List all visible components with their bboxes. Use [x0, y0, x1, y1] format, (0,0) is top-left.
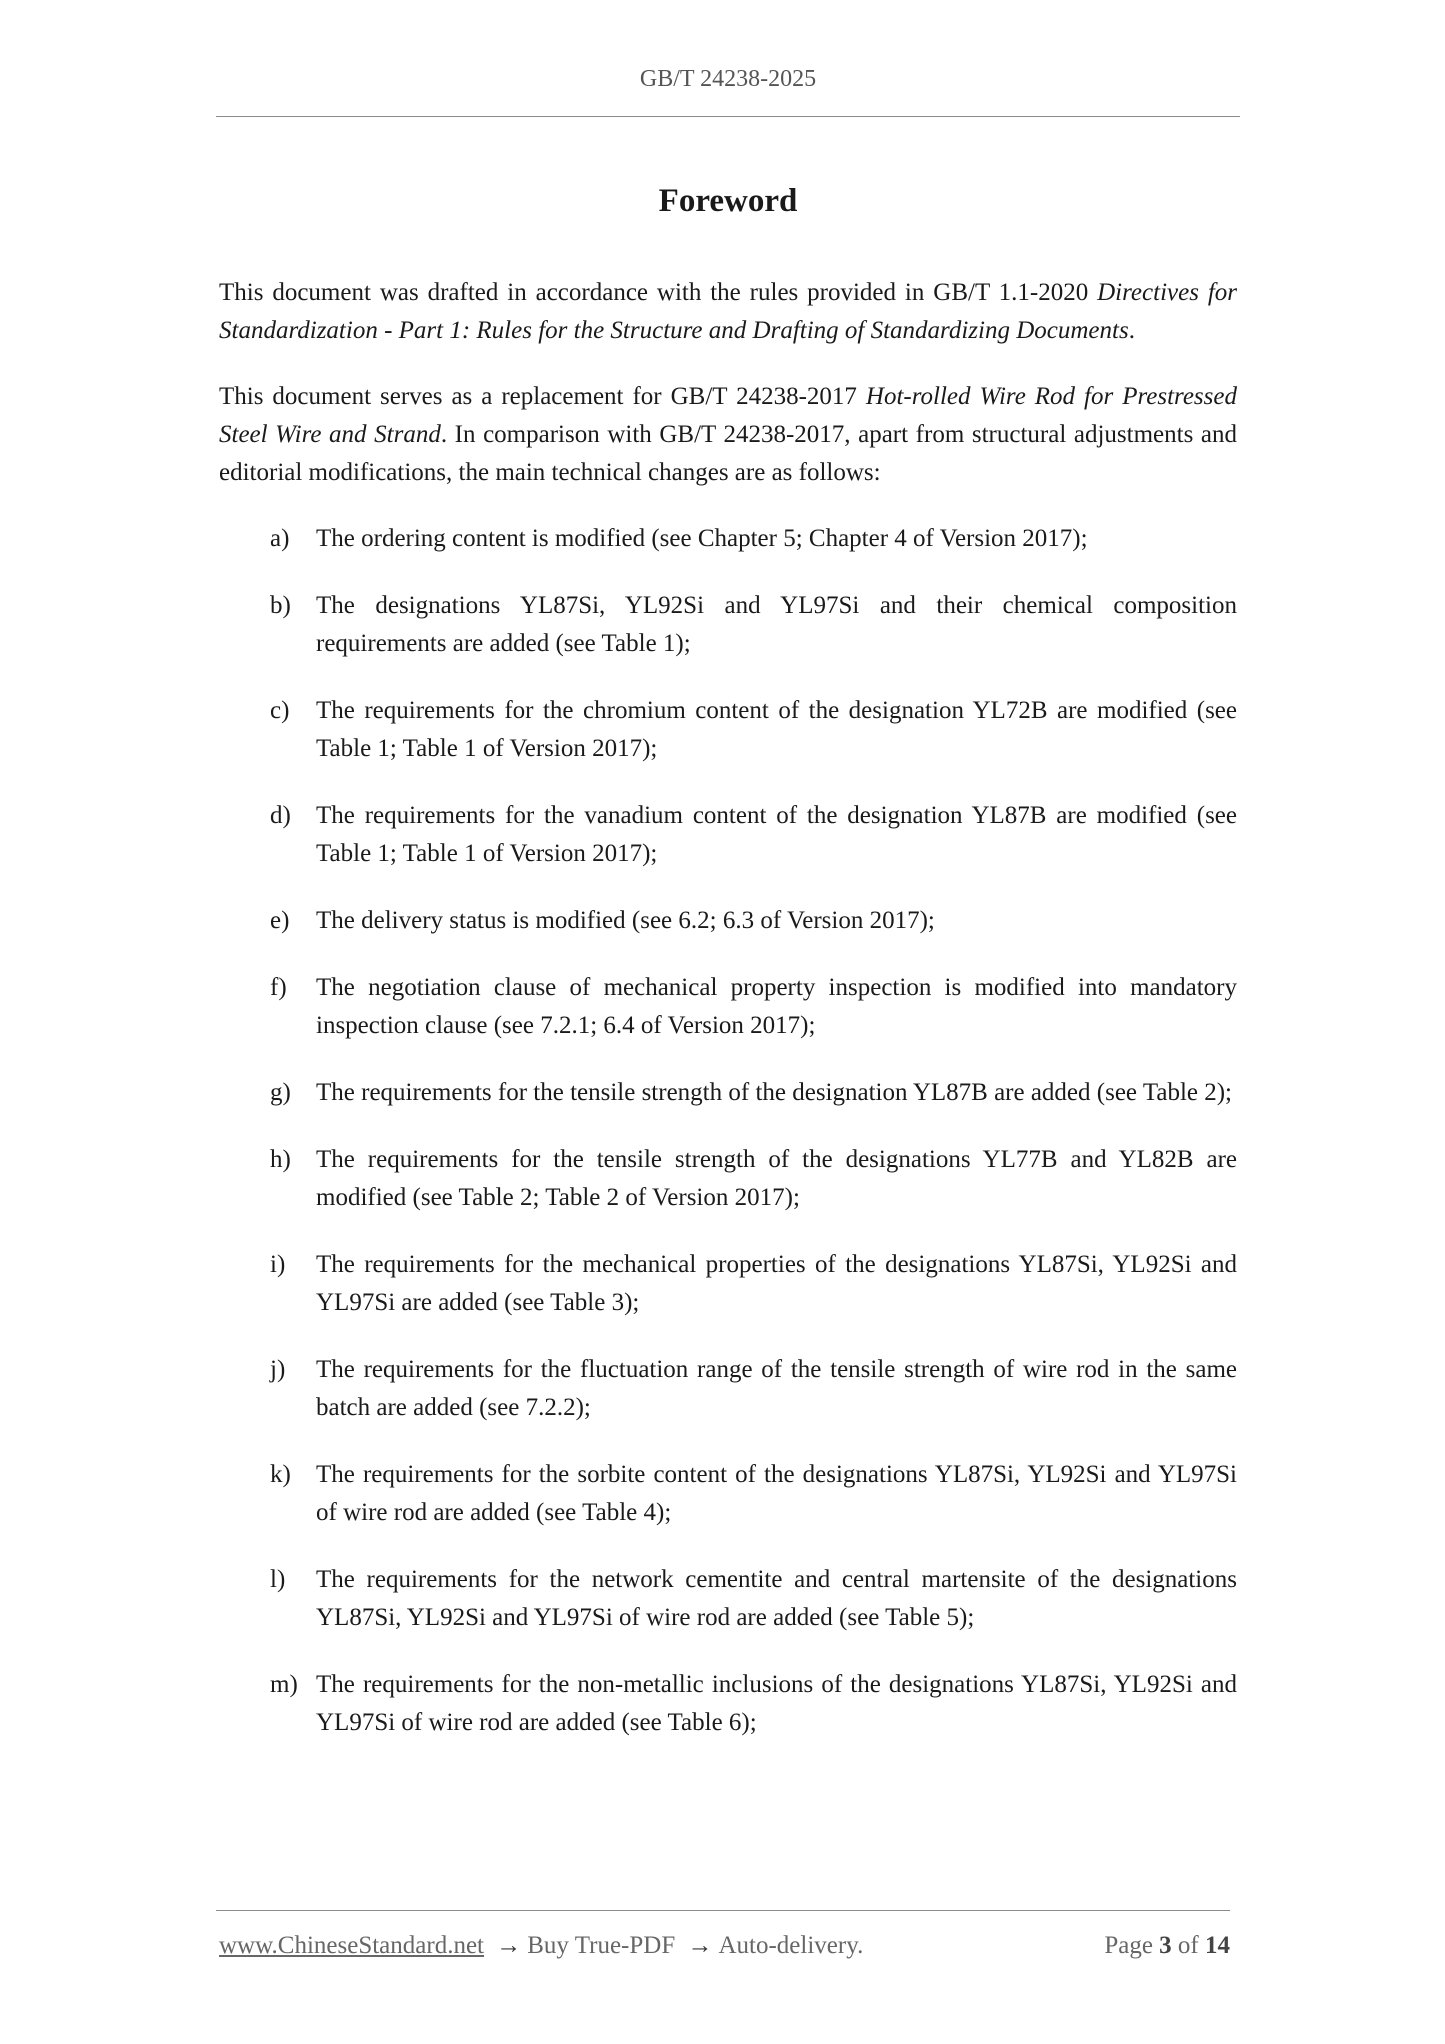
list-item-marker: d) — [270, 802, 291, 829]
list-item-text: The designations YL87Si, YL92Si and YL97Si and their chemical composition requirements are added (see Table 1); — [316, 592, 1237, 657]
list-item-text: The requirements for the chromium content of the designation YL72B are modified (see Table 1; Table 1 of Version 2017); — [316, 697, 1237, 762]
header-divider — [216, 116, 1240, 117]
intro-p1-end: . — [1128, 317, 1135, 344]
list-item-marker: g) — [270, 1079, 291, 1106]
website-link[interactable]: www.ChineseStandard.net — [219, 1932, 484, 1959]
intro-p2-italic-title: Hot-rolled Wire Rod for Prestressed Steel Wire and Strand — [219, 383, 1237, 448]
page-header-doc-code: GB/T 24238-2025 — [639, 66, 817, 92]
list-item-text: The requirements for the non-metallic inclusions of the designations YL87Si, YL92Si and YL97Si of wire rod are added (see Table 6); — [316, 1671, 1237, 1736]
page-total-number: 14 — [1205, 1932, 1230, 1959]
intro-p2-end: . In comparison with GB/T 24238-2017, apart from structural adjustments and editorial modifications, the main technical changes are as follows: — [219, 421, 1237, 486]
list-item-text: The delivery status is modified (see 6.2; 6.3 of Version 2017); — [316, 907, 935, 934]
page-of-label: of — [1177, 1932, 1199, 1959]
changes-list — [219, 520, 1237, 1742]
list-item — [219, 1456, 1237, 1532]
list-item — [219, 1666, 1237, 1742]
list-item-marker: a) — [270, 525, 290, 552]
list-item-text: The requirements for the tensile strength of the designations YL77B and YL82B are modified (see Table 2; Table 2 of Version 2017); — [316, 1146, 1237, 1211]
list-item-marker: b) — [270, 592, 291, 619]
list-item — [219, 1351, 1237, 1427]
intro-p1-italic-title: Directives for Standardization - Part 1: Rules for the Structure and Drafting of Standardizing Documents — [219, 279, 1237, 344]
list-item-text: The negotiation clause of mechanical property inspection is modified into mandatory inspection clause (see 7.2.1; 6.4 of Version 2017); — [316, 974, 1237, 1039]
list-item-marker: k) — [270, 1461, 291, 1488]
list-item — [219, 1561, 1237, 1637]
list-item — [219, 1141, 1237, 1217]
footer-divider — [216, 1910, 1230, 1911]
list-item — [219, 520, 1237, 558]
page-counter — [1104, 1928, 1230, 1964]
list-item-text: The requirements for the fluctuation range of the tensile strength of wire rod in the same batch are added (see 7.2.2); — [316, 1356, 1237, 1421]
intro-paragraph-1 — [219, 274, 1237, 350]
list-item-text: The requirements for the vanadium content of the designation YL87B are modified (see Table 1; Table 1 of Version 2017); — [316, 802, 1237, 867]
list-item — [219, 902, 1237, 940]
list-item — [219, 692, 1237, 768]
intro-p2-text: This document serves as a replacement for GB/T 24238-2017 — [219, 383, 866, 410]
list-item-text: The ordering content is modified (see Chapter 5; Chapter 4 of Version 2017); — [316, 525, 1088, 552]
list-item-text: The requirements for the tensile strength of the designation YL87B are added (see Table 2); — [316, 1079, 1233, 1106]
page-current-number: 3 — [1159, 1932, 1172, 1959]
page-title: Foreword — [658, 183, 798, 219]
list-item-marker: f) — [270, 974, 287, 1001]
list-item — [219, 797, 1237, 873]
list-item-marker: l) — [270, 1566, 286, 1593]
list-item-marker: m) — [270, 1671, 298, 1698]
list-item-marker: e) — [270, 907, 290, 934]
arrow-right-icon: → — [496, 1932, 522, 1959]
intro-p1-text: This document was drafted in accordance with the rules provided in GB/T 1.1-2020 — [219, 279, 1098, 306]
intro-paragraph-2 — [219, 378, 1237, 492]
list-item — [219, 1246, 1237, 1322]
list-item-marker: i) — [270, 1251, 286, 1278]
list-item-marker: c) — [270, 697, 290, 724]
footer-step-delivery: Auto-delivery. — [718, 1932, 864, 1959]
footer-step-buy: Buy True-PDF — [527, 1932, 676, 1959]
page-content — [219, 176, 1237, 1771]
list-item-text: The requirements for the sorbite content of the designations YL87Si, YL92Si and YL97Si of wire rod are added (see Table 4); — [316, 1461, 1237, 1526]
page-label: Page — [1104, 1932, 1153, 1959]
list-item — [219, 1074, 1237, 1112]
list-item-text: The requirements for the network cementite and central martensite of the designations YL87Si, YL92Si and YL97Si of wire rod are added (see Table 5); — [316, 1566, 1237, 1631]
list-item-marker: j) — [270, 1356, 286, 1383]
list-item-marker: h) — [270, 1146, 291, 1173]
list-item-text: The requirements for the mechanical properties of the designations YL87Si, YL92Si and YL97Si are added (see Table 3); — [316, 1251, 1237, 1316]
list-item — [219, 587, 1237, 663]
list-item — [219, 969, 1237, 1045]
arrow-right-icon: → — [687, 1932, 713, 1959]
page-footer — [219, 1928, 1230, 1964]
